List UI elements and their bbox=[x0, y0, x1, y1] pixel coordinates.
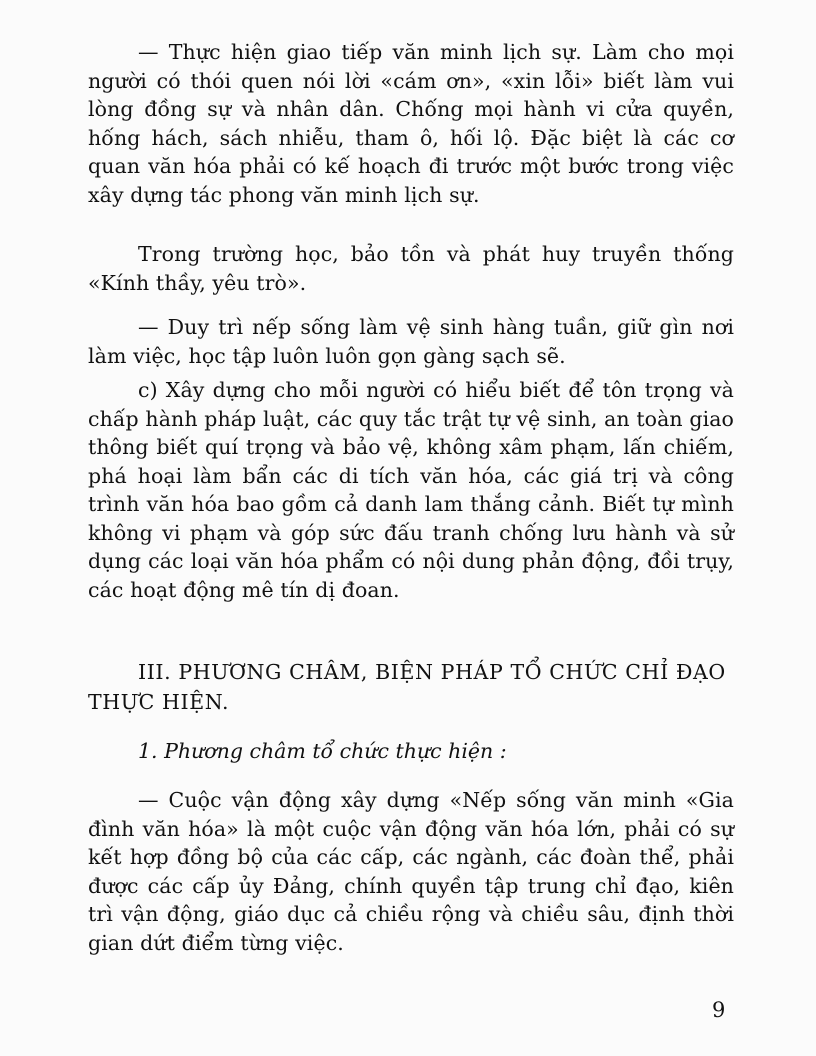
section-heading: III. PHƯƠNG CHÂM, BIỆN PHÁP TỔ CHỨC CHỈ ĐẠO THỰC HIỆN. bbox=[88, 660, 726, 714]
paragraph-group-1 bbox=[88, 38, 734, 209]
paragraph-group-5 bbox=[88, 786, 734, 957]
page-number: 9 bbox=[712, 998, 726, 1022]
paragraph-hygiene: — Duy trì nếp sống làm vệ sinh hàng tuần, giữ gìn nơi làm việc, học tập luôn luôn gọn gàng sạch sẽ. bbox=[88, 315, 734, 368]
paragraph-civil-communication: — Thực hiện giao tiếp văn minh lịch sự. Làm cho mọi người có thói quen nói lời «cám ơn», «xin lỗi» biết làm vui lòng đồng sự và nhân dân. Chống mọi hành vi cửa quyền, hống hách, sách nhiễu, tham ô, hối lộ. Đặc biệt là các cơ quan văn hóa phải có kế hoạch đi trước một bước trong việc xây dựng tác phong văn minh lịch sự. bbox=[88, 40, 734, 207]
section-subheading: 1. Phương châm tổ chức thực hiện : bbox=[138, 739, 507, 763]
paragraph-group-4 bbox=[88, 376, 734, 604]
paragraph-campaign: — Cuộc vận động xây dựng «Nếp sống văn minh «Gia đình văn hóa» là một cuộc vận động văn hóa lớn, phải có sự kết hợp đồng bộ của các cấp, các ngành, các đoàn thể, phải được các cấp ủy Đảng, chính quyền tập trung chỉ đạo, kiên trì vận động, giáo dục cả chiều rộng và chiều sâu, định thời gian dứt điểm từng việc. bbox=[88, 788, 734, 955]
paragraph-school-tradition: Trong trường học, bảo tồn và phát huy truyền thống «Kính thầy, yêu trò». bbox=[88, 242, 734, 295]
paragraph-group-3 bbox=[88, 313, 734, 370]
paragraph-group-2 bbox=[88, 240, 734, 297]
paragraph-law-respect: c) Xây dựng cho mỗi người có hiểu biết để tôn trọng và chấp hành pháp luật, các quy tắc trật tự vệ sinh, an toàn giao thông biết quí trọng và bảo vệ, không xâm phạm, lấn chiếm, phá hoại làm bẩn các di tích văn hóa, các giá trị và công trình văn hóa bao gồm cả danh lam thắng cảnh. Biết tự mình không vi phạm và góp sức đấu tranh chống lưu hành và sử dụng các loại văn hóa phẩm có nội dung phản động, đồi trụy, các hoạt động mê tín dị đoan. bbox=[88, 378, 734, 602]
